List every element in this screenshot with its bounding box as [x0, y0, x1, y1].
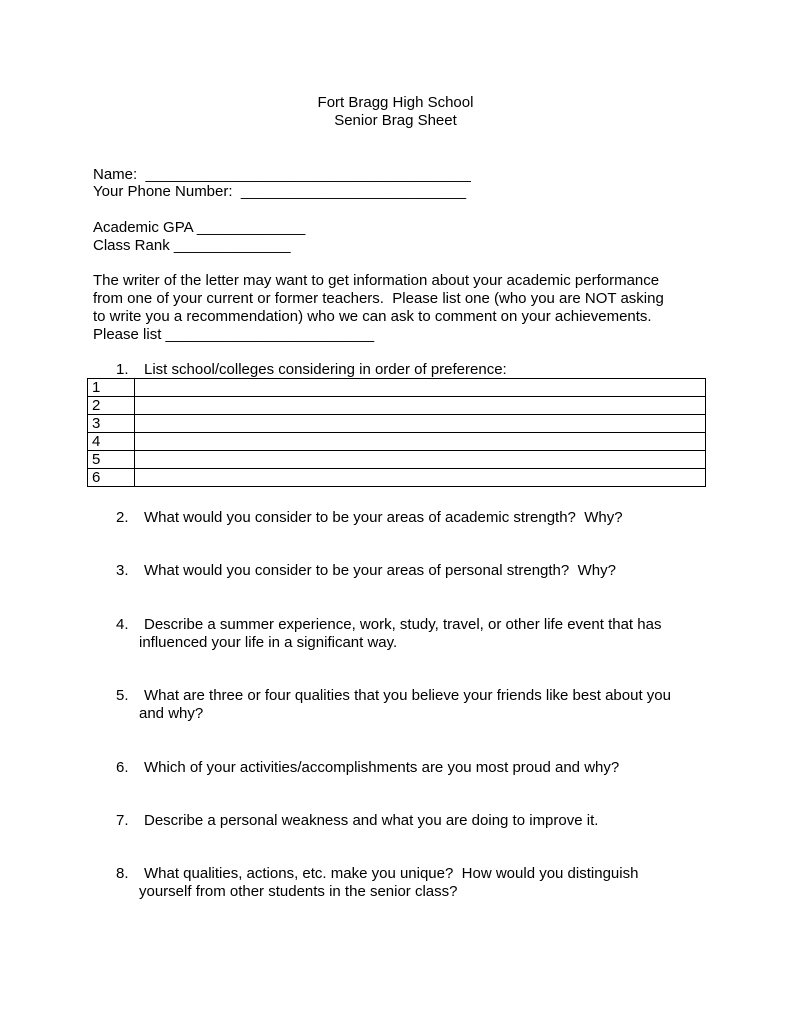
college-cell[interactable] — [135, 379, 706, 397]
rank-cell: 6 — [88, 469, 135, 487]
class-rank-field: Class Rank ______________ — [93, 237, 291, 254]
question-number: 8. — [116, 865, 129, 882]
rank-cell: 2 — [88, 397, 135, 415]
intro-text-line: from one of your current or former teachers. Please list one (who you are NOT asking — [93, 290, 664, 307]
question-number: 6. — [116, 759, 129, 776]
table-row — [88, 415, 706, 433]
table-row — [88, 433, 706, 451]
question-text: List school/colleges considering in order of preference: — [144, 361, 507, 378]
intro-text-line: to write you a recommendation) who we can ask to comment on your achievements. — [93, 308, 652, 325]
question-text: yourself from other students in the senior class? — [139, 883, 458, 900]
college-preference-table — [87, 378, 706, 487]
rank-cell: 1 — [88, 379, 135, 397]
name-field: Name: _______________________________________ — [93, 166, 471, 183]
question-text: Describe a summer experience, work, study, travel, or other life event that has — [144, 616, 662, 633]
gpa-field: Academic GPA _____________ — [93, 219, 306, 236]
rank-cell: 5 — [88, 451, 135, 469]
question-text: and why? — [139, 705, 204, 722]
teacher-field: Please list _________________________ — [93, 326, 375, 343]
rank-cell: 3 — [88, 415, 135, 433]
college-cell[interactable] — [135, 469, 706, 487]
question-text: Describe a personal weakness and what you are doing to improve it. — [144, 812, 599, 829]
college-cell[interactable] — [135, 451, 706, 469]
question-number: 3. — [116, 562, 129, 579]
table-row — [88, 379, 706, 397]
question-text: What qualities, actions, etc. make you unique? How would you distinguish — [144, 865, 639, 882]
question-text: Which of your activities/accomplishments are you most proud and why? — [144, 759, 620, 776]
question-number: 4. — [116, 616, 129, 633]
college-cell[interactable] — [135, 433, 706, 451]
table-row — [88, 469, 706, 487]
question-text: influenced your life in a significant way. — [139, 634, 398, 651]
intro-text-line: The writer of the letter may want to get information about your academic performance — [93, 272, 660, 289]
table-row — [88, 397, 706, 415]
document-title: Senior Brag Sheet — [334, 112, 457, 129]
college-cell[interactable] — [135, 415, 706, 433]
question-number: 7. — [116, 812, 129, 829]
rank-cell: 4 — [88, 433, 135, 451]
question-number: 1. — [116, 361, 129, 378]
question-text: What are three or four qualities that you believe your friends like best about you — [144, 687, 671, 704]
phone-field: Your Phone Number: ___________________________ — [93, 183, 467, 200]
question-number: 5. — [116, 687, 129, 704]
school-name: Fort Bragg High School — [317, 94, 474, 111]
college-cell[interactable] — [135, 397, 706, 415]
question-text: What would you consider to be your areas of personal strength? Why? — [144, 562, 616, 579]
question-text: What would you consider to be your areas of academic strength? Why? — [144, 509, 623, 526]
table-row — [88, 451, 706, 469]
question-number: 2. — [116, 509, 129, 526]
